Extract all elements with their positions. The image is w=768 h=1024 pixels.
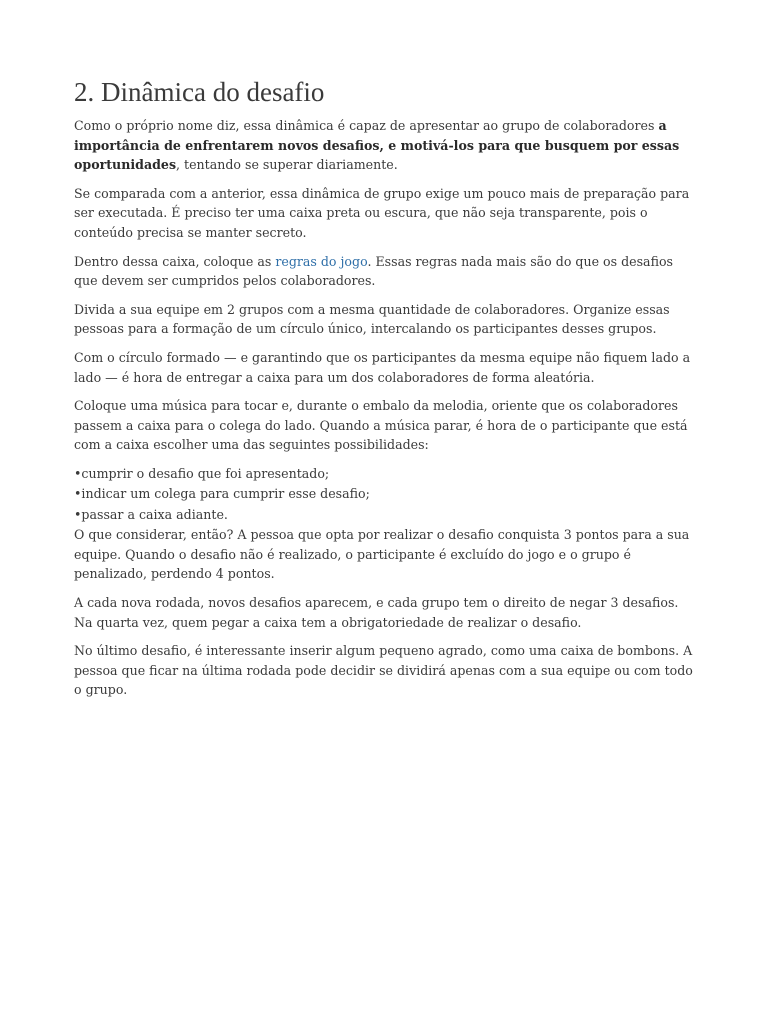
list-item: •indicar um colega para cumprir esse desafio; [74,486,370,502]
paragraph-music: Coloque uma música para tocar e, durante o embalo da melodia, oriente que os colaboradores passem a caixa para o colega do lado. Quando a música parar, é hora de o participante que está com a caixa escolher uma das seguintes possibilidades: [74,398,688,453]
intro-text-before: Como o próprio nome diz, essa dinâmica é capaz de apresentar ao grupo de colaboradores [74,118,659,133]
paragraph-groups: Divida a sua equipe em 2 grupos com a mesma quantidade de colaboradores. Organize essas pessoas para a formação de um círculo único, intercalando os participantes desses grupos. [74,301,670,337]
paragraph-box-rules [74,252,698,291]
intro-bold-text: a importância de enfrentarem novos desafios, e motivá-los para que busquem por essas oportunidades [74,118,680,173]
paragraph-scoring: O que considerar, então? A pessoa que opta por realizar o desafio conquista 3 pontos para a sua equipe. Quando o desafio não é realizado, o participante é excluído do jogo e o grupo é penalizado, perdendo 4 pontos. [74,527,690,582]
paragraph-intro [74,116,698,175]
paragraph-last-challenge: No último desafio, é interessante inserir algum pequeno agrado, como uma caixa de bombons. A pessoa que ficar na última rodada pode decidir se dividirá apenas com a sua equipe ou com todo o grupo. [74,643,693,698]
intro-text-after: , tentando se superar diariamente. [176,157,398,173]
section-heading: 2. Dinâmica do desafio [74,77,325,107]
paragraph-circle: Com o círculo formado — e garantindo que os participantes da mesma equipe não fiquem lado a lado — é hora de entregar a caixa para um dos colaboradores de forma aleatória. [74,349,691,385]
paragraph-preparation: Se comparada com a anterior, essa dinâmica de grupo exige um pouco mais de preparação para ser executada. É preciso ter uma caixa preta ou escura, que não seja transparente, pois o conteúdo precisa se manter secreto. [74,185,690,240]
paragraph-rounds: A cada nova rodada, novos desafios aparecem, e cada grupo tem o direito de negar 3 desafios. Na quarta vez, quem pegar a caixa tem a obrigatoriedade de realizar o desafio. [74,594,679,630]
box-rules-text-before: Dentro dessa caixa, coloque as [74,253,276,269]
box-rules-text-after: . Essas regras nada mais são do que os desafios que devem ser cumpridos pelos colaboradores. [74,253,674,289]
options-list [74,464,698,525]
rules-link[interactable]: regras do jogo [275,253,368,269]
list-item: •passar a caixa adiante. [74,506,228,522]
document-page [74,76,698,709]
list-item: •cumprir o desafio que foi apresentado; [74,465,330,481]
